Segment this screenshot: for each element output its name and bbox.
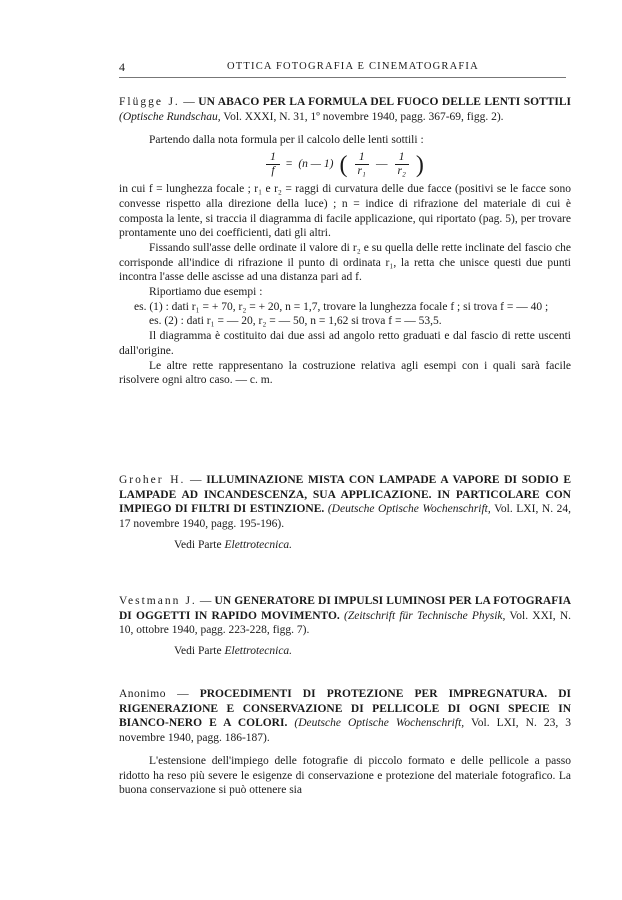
paragraph: Partendo dalla nota formula per il calcolo delle lenti sottili : bbox=[149, 134, 424, 147]
example: es. (2) : dati r₁ = — 20, r₂ = — 50, n = 1,62 si trova f = — 53,5. bbox=[149, 315, 442, 328]
paragraph: Le altre rette rappresentano la costruzione relativa agli esempi con i quali sarà facile risolvere ogni altro caso. — c. m. bbox=[119, 359, 571, 387]
header-rule bbox=[119, 77, 566, 78]
entry-source: (Zeitschrift für Technische Physik, bbox=[344, 609, 506, 622]
see-reference: Vedi Parte Elettrotecnica. bbox=[174, 645, 293, 658]
paragraph: Il diagramma è costituito dai due assi ad angolo retto graduati e dal fascio di rette uscenti dall'origine. bbox=[119, 330, 571, 357]
entry-heading: Groher H. — ILLUMINAZIONE MISTA CON LAMPADE A VAPORE DI SODIO E LAMPADE AD INCANDESCENZA, SUA APPLICAZIONE. IN PARTICOLARE CON IMPIEGO DI FILTRI DI ESTINZIONE. (Deutsche Optische Wochenschrift, Vol. LXI, N. 24, 17 novembre 1940, pagg. 195-196). bbox=[119, 474, 572, 531]
entry-title: PROCEDIMENTI DI PROTEZIONE PER IMPREGNATURA. DI RIGENERAZIONE E CONSERVAZIONE DI PELLICOLE DI OGNI SPECIE IN BIANCO-NERO E A COLORI. bbox=[119, 688, 571, 730]
paragraph: Riportiamo due esempi : bbox=[149, 286, 263, 299]
entry-author: Flügge J. bbox=[119, 96, 180, 108]
paragraph: in cui f = lunghezza focale ; r₁ e r₂ = raggi di curvatura delle due facce (positivi se le facce sono convesse rispetto alla direzione della luce) ; n = indice di rifrazione del materiale di cui è composta la lente, si traccia il diagramma di facile applicazione, qui riportato (pag. 5), per trovare prontamente uno dei coefficienti, dati gli altri. bbox=[119, 183, 571, 240]
entry-flugge bbox=[119, 95, 571, 388]
page-number: 4 bbox=[119, 60, 127, 74]
entry-source: (Deutsche Optische Wochenschrift, bbox=[327, 503, 491, 516]
entry-source: (Optische Rundschau, bbox=[119, 110, 221, 123]
lens-formula: $\frac{1}{f}$ = (n — 1) ( $\frac{1}{\text{r₁}}$ — $\frac{1}{\text{r₂}}$ ) bbox=[119, 151, 571, 178]
see-reference: Vedi Parte Elettrotecnica. bbox=[174, 538, 293, 551]
entry-title: UN ABACO PER LA FORMULA DEL FUOCO DELLE LENTI SOTTILI bbox=[198, 96, 571, 108]
entry-source-details: Vol. LXI, N. 23, 3 novembre 1940, pagg. 186-187). bbox=[119, 717, 571, 745]
entry-groher bbox=[119, 473, 571, 553]
entry-heading: Anonimo — PROCEDIMENTI DI PROTEZIONE PER IMPREGNATURA. DI RIGENERAZIONE E CONSERVAZIONE DI PELLICOLE DI OGNI SPECIE IN BIANCO-NERO E A COLORI. (Deutsche Optische Wochenschrift, Vol. LXI, N. 23, 3 novembre 1940, pagg. 186-187). bbox=[119, 688, 571, 745]
entry-author: Anonimo bbox=[119, 688, 166, 700]
entry-source-details: Vol. XXXI, N. 31, 1º novembre 1940, pagg. 367-69, figg. 2). bbox=[220, 110, 504, 123]
entry-author: Vestmann J. bbox=[119, 595, 197, 607]
entry-source: (Deutsche Optische Wochenschrift, bbox=[294, 717, 465, 730]
entry-author: Groher H. bbox=[119, 474, 186, 486]
example: es. (1) : dati r₁ = + 70, r₂ = + 20, n = 1,7, trovare la lunghezza focale f ; si trova f = — 40 ; bbox=[134, 300, 549, 313]
entry-heading: Vestmann J. — UN GENERATORE DI IMPULSI LUMINOSI PER LA FOTOGRAFIA DI OGGETTI IN RAPIDO MOVIMENTO. (Zeitschrift für Technische Physik, Vol. XXI, N. 10, ottobre 1940, pagg. 223-228, figg. 7). bbox=[119, 595, 572, 637]
entry-heading: Flügge J. — UN ABACO PER LA FORMULA DEL FUOCO DELLE LENTI SOTTILI (Optische Rundschau, Vol. XXXI, N. 31, 1º novembre 1940, pagg. 367-69, figg. 2). bbox=[119, 96, 571, 123]
paragraph: L'estensione dell'impiego delle fotografie di piccolo formato e delle pellicole a passo ridotto ha reso più severe le esigenze di conservazione e protezione del materiale fotografico. La buona conservazione si può ottenere sia bbox=[119, 754, 571, 797]
entry-title: UN GENERATORE DI IMPULSI LUMINOSI PER LA FOTOGRAFIA DI OGGETTI IN RAPIDO MOVIMENTO. bbox=[119, 595, 572, 622]
entry-anonimo bbox=[119, 687, 571, 798]
running-title: OTTICA FOTOGRAFIA E CINEMATOGRAFIA bbox=[227, 61, 479, 72]
entry-vestmann bbox=[119, 594, 571, 659]
paragraph: Fissando sull'asse delle ordinate il valore di r₂ e su quella delle rette inclinate del fascio che corrisponde all'indice di rifrazione il punto di ordinata r₁, la retta che unisce questi due punti incontra l'asse delle ascisse ad una distanza pari ad f. bbox=[119, 241, 571, 284]
entry-source-details: Vol. LXI, N. 24, 17 novembre 1940, pagg. 195-196). bbox=[119, 503, 572, 531]
entry-title: ILLUMINAZIONE MISTA CON LAMPADE A VAPORE DI SODIO E LAMPADE AD INCANDESCENZA, SUA APPLICAZIONE. IN PARTICOLARE CON IMPIEGO DI FILTRI DI ESTINZIONE. bbox=[119, 474, 572, 516]
entry-source-details: Vol. XXI, N. 10, ottobre 1940, pagg. 223-228, figg. 7). bbox=[119, 609, 571, 637]
page-header bbox=[119, 60, 566, 74]
